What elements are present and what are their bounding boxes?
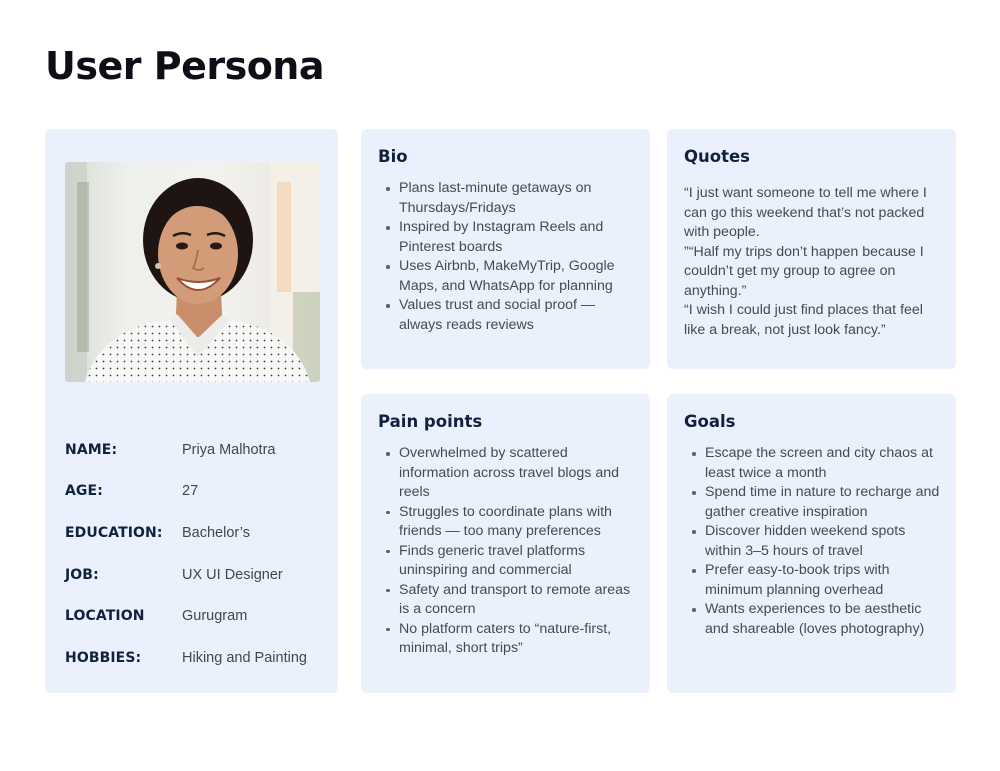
goals-card xyxy=(667,394,956,693)
quote-text: “I wish I could just find places that feel like a break, not just look fancy.” xyxy=(684,302,923,338)
education-row xyxy=(65,512,330,554)
age-row xyxy=(65,471,330,513)
quotes-title: Quotes xyxy=(684,147,751,166)
quotes-card xyxy=(667,129,956,369)
hobbies-label: HOBBIES: xyxy=(65,649,142,666)
list-item: Escape the screen and city chaos at least twice a month xyxy=(691,444,941,483)
education-label: EDUCATION: xyxy=(65,524,163,541)
name-value: Priya Malhotra xyxy=(182,441,276,458)
list-item: Spend time in nature to recharge and gather creative inspiration xyxy=(691,483,941,522)
list-item: Struggles to coordinate plans with friends — too many preferences xyxy=(385,503,635,542)
name-label: NAME: xyxy=(65,441,118,458)
bio-list xyxy=(385,179,635,335)
age-value: 27 xyxy=(182,483,199,500)
pain-points-card xyxy=(361,394,650,693)
bio-card xyxy=(361,129,650,369)
age-label: AGE: xyxy=(65,483,103,500)
list-item: Values trust and social proof — always reads reviews xyxy=(385,296,635,335)
list-item: Uses Airbnb, MakeMyTrip, Google Maps, and WhatsApp for planning xyxy=(385,257,635,296)
hobbies-row xyxy=(65,637,330,679)
goals-title: Goals xyxy=(684,412,736,431)
list-item: Finds generic travel platforms uninspiring and commercial xyxy=(385,542,635,581)
list-item: No platform caters to “nature-first, minimal, short trips” xyxy=(385,620,635,659)
list-item: Prefer easy-to-book trips with minimum planning overhead xyxy=(691,561,941,600)
quotes-list xyxy=(684,184,944,340)
list-item: Discover hidden weekend spots within 3–5 hours of travel xyxy=(691,522,941,561)
list-item: Safety and transport to remote areas is a concern xyxy=(385,581,635,620)
persona-details xyxy=(65,429,330,679)
profile-card xyxy=(45,129,338,693)
goals-list xyxy=(691,444,941,639)
location-row xyxy=(65,595,330,637)
quote-text: “I just want someone to tell me where I can go this weekend that’s not packed with people. xyxy=(684,185,927,240)
job-row xyxy=(65,554,330,596)
pain-points-title: Pain points xyxy=(378,412,483,431)
list-item: Overwhelmed by scattered information across travel blogs and reels xyxy=(385,444,635,503)
list-item: Wants experiences to be aesthetic and shareable (loves photography) xyxy=(691,600,941,639)
name-row xyxy=(65,429,330,471)
location-label: LOCATION xyxy=(65,608,145,625)
persona-photo xyxy=(65,162,320,382)
job-label: JOB: xyxy=(65,566,99,583)
list-item: Plans last-minute getaways on Thursdays/Fridays xyxy=(385,179,635,218)
bio-title: Bio xyxy=(378,147,408,166)
quote-text: ”“Half my trips don’t happen because I couldn’t get my group to agree on anything.” xyxy=(684,243,924,299)
location-value: Gurugram xyxy=(182,608,248,625)
pain-points-list xyxy=(385,444,635,659)
page-title: User Persona xyxy=(45,44,324,88)
list-item: Inspired by Instagram Reels and Pinterest boards xyxy=(385,218,635,257)
hobbies-value: Hiking and Painting xyxy=(182,649,307,666)
education-value: Bachelor’s xyxy=(182,524,250,541)
job-value: UX UI Designer xyxy=(182,566,283,583)
